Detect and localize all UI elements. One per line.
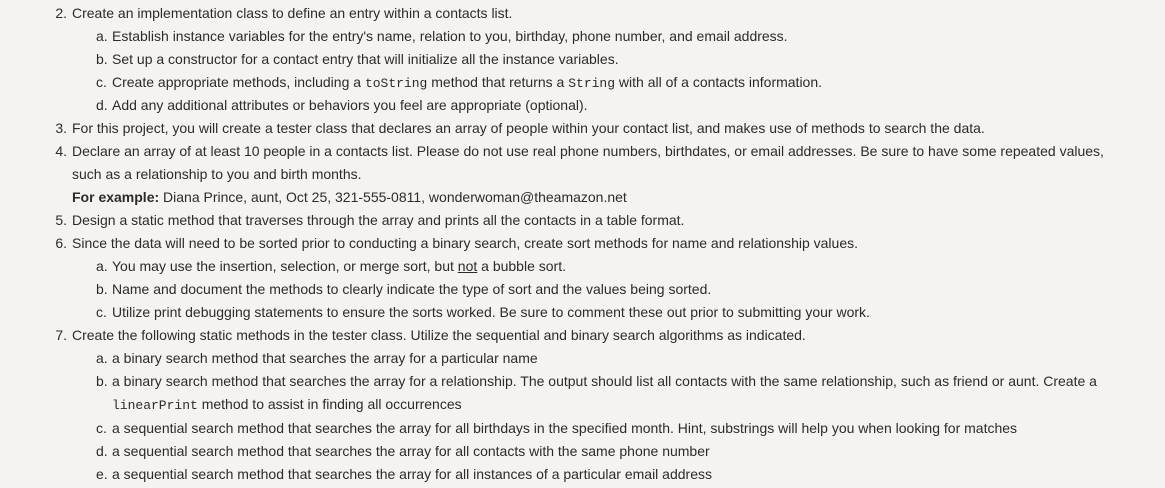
subitem-text-part: method to assist in finding all occurrences — [197, 396, 462, 412]
item-text-continued: such as a relationship to you and birth months. — [72, 166, 362, 182]
subitem-text: a binary search method that searches the array for a relationship. The output should list all contacts with the same relationship, such as friend or aunt. Create a — [112, 373, 1097, 389]
subitem-text-part: a bubble sort. — [477, 258, 566, 274]
item-text: Create an implementation class to define an entry within a contacts list. — [72, 5, 513, 21]
item-number: 5. — [55, 212, 67, 228]
subitem-text: a sequential search method that searches the array for all birthdays in the specified month. Hint, substrings will help you when looking for matches — [112, 420, 1018, 436]
item-text: Since the data will need to be sorted prior to conducting a binary search, create sort methods for name and relationship values. — [72, 235, 859, 251]
code-tostring: toString — [364, 76, 428, 91]
subitem-text: Utilize print debugging statements to ensure the sorts worked. Be sure to comment these out prior to submitting your work. — [112, 304, 870, 320]
subitem-letter: a. — [96, 350, 108, 366]
example-text: Diana Prince, aunt, Oct 25, 321-555-0811, wonderwoman@theamazon.net — [159, 189, 627, 205]
subitem-letter: c. — [96, 304, 107, 320]
subitem-text — [112, 73, 822, 93]
subitem-letter: e. — [96, 466, 108, 482]
item-text: Design a static method that traverses through the array and prints all the contacts in a table format. — [72, 212, 685, 228]
subitem-letter: a. — [96, 28, 108, 44]
example-label: For example: — [72, 189, 160, 205]
subitem-text-continued — [112, 395, 462, 415]
subitem-text-part: You may use the insertion, selection, or merge sort, but — [112, 258, 458, 274]
underlined-not: not — [457, 258, 478, 274]
subitem-letter: a. — [96, 258, 108, 274]
item-number: 3. — [55, 120, 67, 136]
item-number: 2. — [55, 5, 67, 21]
item-text: For this project, you will create a tester class that declares an array of people within your contact list, and makes use of methods to search the data. — [72, 120, 985, 136]
item-number: 6. — [55, 235, 67, 251]
subitem-text — [112, 257, 566, 275]
code-string: String — [568, 76, 616, 91]
subitem-letter: d. — [96, 443, 108, 459]
item-text: Create the following static methods in the tester class. Utilize the sequential and binary search algorithms as indicated. — [72, 327, 806, 343]
subitem-letter: b. — [96, 373, 108, 389]
subitem-text: a binary search method that searches the array for a particular name — [112, 350, 538, 366]
subitem-letter: c. — [96, 74, 107, 90]
subitem-letter: b. — [96, 281, 108, 297]
item-text: Declare an array of at least 10 people in a contacts list. Please do not use real phone numbers, birthdates, or email addresses. Be sure to have some repeated values, — [72, 143, 1104, 159]
subitem-text-part: with all of a contacts information. — [615, 74, 823, 90]
code-linearprint: linearPrint — [112, 398, 198, 413]
subitem-text: Establish instance variables for the entry's name, relation to you, birthday, phone number, and email address. — [112, 28, 788, 44]
subitem-text: a sequential search method that searches the array for all instances of a particular email address — [112, 466, 712, 482]
example-line — [72, 188, 627, 206]
subitem-text: Set up a constructor for a contact entry that will initialize all the instance variables. — [112, 51, 619, 67]
subitem-text-part: method that returns a — [427, 74, 569, 90]
subitem-text: a sequential search method that searches the array for all contacts with the same phone number — [112, 443, 710, 459]
subitem-letter: b. — [96, 51, 108, 67]
item-number: 7. — [55, 327, 67, 343]
subitem-text: Name and document the methods to clearly indicate the type of sort and the values being sorted. — [112, 281, 712, 297]
item-number: 4. — [55, 143, 67, 159]
subitem-letter: d. — [96, 97, 108, 113]
subitem-text: Add any additional attributes or behaviors you feel are appropriate (optional). — [112, 97, 588, 113]
subitem-letter: c. — [96, 420, 107, 436]
subitem-text-part: Create appropriate methods, including a — [112, 74, 365, 90]
